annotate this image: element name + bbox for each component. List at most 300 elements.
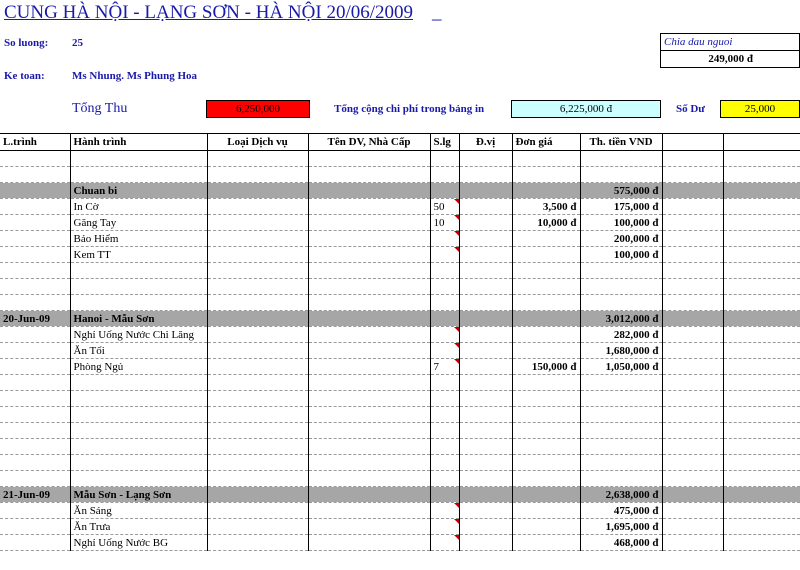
cell[interactable] <box>723 167 800 183</box>
price-cell[interactable] <box>512 519 580 535</box>
ke-toan-label: Ke toan: <box>4 70 45 82</box>
column-header[interactable]: Th. tiền VND <box>580 134 662 151</box>
cell[interactable] <box>512 151 580 167</box>
cell[interactable] <box>723 151 800 167</box>
qty-cell[interactable] <box>430 343 459 359</box>
qty-cell[interactable] <box>430 327 459 343</box>
cell[interactable] <box>459 295 512 311</box>
qty-cell[interactable]: 10 <box>430 215 459 231</box>
cell[interactable] <box>580 423 662 439</box>
cell[interactable] <box>430 263 459 279</box>
empty-row <box>0 423 800 439</box>
price-cell[interactable]: 150,000 đ <box>512 359 580 375</box>
section-date-cell[interactable]: 21-Jun-09 <box>0 487 70 503</box>
cell[interactable] <box>0 199 70 215</box>
cell[interactable] <box>459 279 512 295</box>
cell[interactable] <box>723 407 800 423</box>
price-cell[interactable] <box>512 327 580 343</box>
cell[interactable] <box>662 327 723 343</box>
cell[interactable] <box>662 471 723 487</box>
amount-cell[interactable]: 200,000 đ <box>580 231 662 247</box>
cell[interactable] <box>207 231 308 247</box>
expense-table <box>0 133 800 551</box>
cell[interactable] <box>512 263 580 279</box>
cell[interactable] <box>207 535 308 551</box>
cell[interactable] <box>723 343 800 359</box>
cell[interactable] <box>0 167 70 183</box>
cell[interactable] <box>0 359 70 375</box>
cell[interactable] <box>662 151 723 167</box>
cell[interactable] <box>70 391 207 407</box>
cell[interactable] <box>723 375 800 391</box>
cell[interactable] <box>723 359 800 375</box>
cell[interactable] <box>723 263 800 279</box>
table-row <box>0 519 800 535</box>
column-header[interactable]: L.trình <box>0 134 70 151</box>
cell[interactable] <box>459 407 512 423</box>
cell[interactable] <box>723 231 800 247</box>
cell[interactable] <box>512 279 580 295</box>
cell[interactable] <box>308 343 430 359</box>
cell[interactable] <box>70 295 207 311</box>
section-row <box>0 311 800 327</box>
cell[interactable] <box>207 455 308 471</box>
cell[interactable] <box>459 439 512 455</box>
cell[interactable] <box>723 295 800 311</box>
cell[interactable] <box>207 375 308 391</box>
cell[interactable] <box>723 183 800 199</box>
cell[interactable] <box>580 471 662 487</box>
cell[interactable] <box>723 279 800 295</box>
cell[interactable] <box>430 423 459 439</box>
cell[interactable] <box>70 423 207 439</box>
cell[interactable] <box>70 439 207 455</box>
chia-dau-nguoi-label: Chia dau nguoi <box>664 36 733 48</box>
cell[interactable] <box>512 375 580 391</box>
tong-cong-label: Tổng cộng chi phí trong bảng in <box>334 103 485 115</box>
cell[interactable] <box>459 423 512 439</box>
cell[interactable] <box>0 503 70 519</box>
cell[interactable] <box>207 343 308 359</box>
cell[interactable] <box>580 167 662 183</box>
qty-cell[interactable] <box>430 535 459 551</box>
cell[interactable] <box>207 215 308 231</box>
cell[interactable] <box>430 407 459 423</box>
cell[interactable] <box>662 455 723 471</box>
cell[interactable] <box>207 247 308 263</box>
cell[interactable] <box>0 327 70 343</box>
cell[interactable] <box>0 439 70 455</box>
section-total-cell[interactable]: 575,000 đ <box>580 183 662 199</box>
section-name-cell[interactable]: Hanoi - Mẫu Sơn <box>70 311 207 327</box>
cell[interactable] <box>308 359 430 375</box>
section-total-cell[interactable]: 2,638,000 đ <box>580 487 662 503</box>
cell[interactable] <box>512 167 580 183</box>
cell[interactable] <box>430 439 459 455</box>
cell[interactable] <box>662 375 723 391</box>
cell[interactable] <box>0 215 70 231</box>
cell[interactable] <box>580 295 662 311</box>
cell[interactable] <box>207 503 308 519</box>
cell[interactable] <box>207 487 308 503</box>
cell[interactable] <box>308 183 430 199</box>
cell[interactable] <box>430 183 459 199</box>
tong-cong-value[interactable]: 6,225,000 đ <box>511 100 661 118</box>
section-date-cell[interactable] <box>0 183 70 199</box>
cell[interactable] <box>308 503 430 519</box>
cell[interactable] <box>580 279 662 295</box>
amount-cell[interactable]: 282,000 đ <box>580 327 662 343</box>
cell[interactable] <box>70 471 207 487</box>
cell[interactable] <box>308 471 430 487</box>
cell[interactable] <box>459 359 512 375</box>
title-underscore: _ <box>432 2 442 23</box>
cell[interactable] <box>308 391 430 407</box>
cell[interactable] <box>0 391 70 407</box>
cell[interactable] <box>308 487 430 503</box>
cell[interactable] <box>459 503 512 519</box>
cell[interactable] <box>308 535 430 551</box>
table-row <box>0 247 800 263</box>
cell[interactable] <box>662 439 723 455</box>
cell[interactable] <box>308 167 430 183</box>
cell[interactable] <box>459 263 512 279</box>
cell[interactable] <box>662 215 723 231</box>
cell[interactable] <box>308 407 430 423</box>
cell[interactable] <box>0 455 70 471</box>
cell[interactable] <box>308 151 430 167</box>
cell[interactable] <box>723 487 800 503</box>
cell[interactable] <box>0 231 70 247</box>
cell[interactable] <box>0 279 70 295</box>
table-row <box>0 343 800 359</box>
cell[interactable] <box>459 247 512 263</box>
cell[interactable] <box>0 343 70 359</box>
cell[interactable] <box>308 375 430 391</box>
cell[interactable] <box>308 199 430 215</box>
price-cell[interactable] <box>512 535 580 551</box>
empty-row <box>0 375 800 391</box>
cell[interactable] <box>512 295 580 311</box>
empty-row <box>0 279 800 295</box>
cell[interactable] <box>459 519 512 535</box>
cell[interactable] <box>430 151 459 167</box>
cell[interactable] <box>308 311 430 327</box>
cell[interactable] <box>723 535 800 551</box>
cell[interactable] <box>430 471 459 487</box>
cell[interactable] <box>0 407 70 423</box>
item-name-cell[interactable]: Ăn Sáng <box>70 503 207 519</box>
column-header[interactable]: S.lg <box>430 134 459 151</box>
chia-dau-nguoi-value: 249,000 đ <box>708 53 753 65</box>
cell[interactable] <box>723 327 800 343</box>
cell[interactable] <box>430 375 459 391</box>
cell[interactable] <box>207 407 308 423</box>
column-header[interactable]: Đ.vị <box>459 134 512 151</box>
cell[interactable] <box>662 295 723 311</box>
cell[interactable] <box>308 295 430 311</box>
cell[interactable] <box>308 215 430 231</box>
amount-cell[interactable]: 100,000 đ <box>580 247 662 263</box>
cell[interactable] <box>512 487 580 503</box>
qty-cell[interactable]: 7 <box>430 359 459 375</box>
cell[interactable] <box>459 471 512 487</box>
amount-cell[interactable]: 468,000 đ <box>580 535 662 551</box>
cell[interactable] <box>512 183 580 199</box>
cell[interactable] <box>430 455 459 471</box>
cell[interactable] <box>723 455 800 471</box>
cell[interactable] <box>662 487 723 503</box>
so-du-value[interactable]: 25,000 <box>720 100 800 118</box>
cell[interactable] <box>459 151 512 167</box>
cell[interactable] <box>662 167 723 183</box>
cell[interactable] <box>723 423 800 439</box>
cell[interactable] <box>662 183 723 199</box>
cell[interactable] <box>308 247 430 263</box>
cell[interactable] <box>207 167 308 183</box>
cell[interactable] <box>580 375 662 391</box>
cell[interactable] <box>207 295 308 311</box>
cell[interactable] <box>662 343 723 359</box>
cell[interactable] <box>662 535 723 551</box>
empty-row <box>0 151 800 167</box>
cell[interactable] <box>70 151 207 167</box>
cell[interactable] <box>0 151 70 167</box>
amount-cell[interactable]: 1,695,000 đ <box>580 519 662 535</box>
cell[interactable] <box>308 231 430 247</box>
cell[interactable] <box>459 375 512 391</box>
empty-row <box>0 167 800 183</box>
cell[interactable] <box>459 167 512 183</box>
section-row <box>0 487 800 503</box>
cell[interactable] <box>430 391 459 407</box>
item-name-cell[interactable]: Ăn Trưa <box>70 519 207 535</box>
cell[interactable] <box>459 199 512 215</box>
table-row <box>0 503 800 519</box>
column-header[interactable]: Đơn giá <box>512 134 580 151</box>
cell[interactable] <box>512 391 580 407</box>
amount-cell[interactable]: 100,000 đ <box>580 215 662 231</box>
cell[interactable] <box>70 407 207 423</box>
cell[interactable] <box>662 279 723 295</box>
header-row <box>0 134 800 151</box>
cell[interactable] <box>459 535 512 551</box>
cell[interactable] <box>662 423 723 439</box>
cell[interactable] <box>308 327 430 343</box>
tong-thu-value[interactable]: 6,250,000 <box>206 100 310 118</box>
qty-cell[interactable] <box>430 231 459 247</box>
column-header[interactable]: Loại Dịch vụ <box>207 134 308 151</box>
cell[interactable] <box>207 151 308 167</box>
cell[interactable] <box>430 167 459 183</box>
cell[interactable] <box>70 167 207 183</box>
cell[interactable] <box>430 311 459 327</box>
cell[interactable] <box>662 199 723 215</box>
cell[interactable] <box>207 199 308 215</box>
cell[interactable] <box>580 407 662 423</box>
cell[interactable] <box>662 359 723 375</box>
cell[interactable] <box>580 455 662 471</box>
item-name-cell[interactable]: Nghỉ Uống Nước Chi Lăng <box>70 327 207 343</box>
cell[interactable] <box>512 439 580 455</box>
empty-row <box>0 391 800 407</box>
empty-row <box>0 439 800 455</box>
item-name-cell[interactable]: Ăn Tối <box>70 343 207 359</box>
cell[interactable] <box>207 311 308 327</box>
item-name-cell[interactable]: Nghỉ Uống Nước BG <box>70 535 207 551</box>
table-row <box>0 231 800 247</box>
amount-cell[interactable]: 1,680,000 đ <box>580 343 662 359</box>
item-name-cell[interactable]: In Cờ <box>70 199 207 215</box>
cell[interactable] <box>662 231 723 247</box>
cell[interactable] <box>207 263 308 279</box>
column-header[interactable]: Hành trình <box>70 134 207 151</box>
cell[interactable] <box>662 519 723 535</box>
empty-row <box>0 407 800 423</box>
cell[interactable] <box>70 279 207 295</box>
cell[interactable] <box>430 279 459 295</box>
table-row <box>0 535 800 551</box>
cell[interactable] <box>662 311 723 327</box>
cell[interactable] <box>723 247 800 263</box>
column-header[interactable] <box>723 134 800 151</box>
table-row <box>0 199 800 215</box>
cell[interactable] <box>512 455 580 471</box>
cell[interactable] <box>723 391 800 407</box>
column-header[interactable] <box>662 134 723 151</box>
qty-cell[interactable] <box>430 247 459 263</box>
section-name-cell[interactable]: Mẫu Sơn - Lạng Sơn <box>70 487 207 503</box>
cell[interactable] <box>70 375 207 391</box>
amount-cell[interactable]: 475,000 đ <box>580 503 662 519</box>
cell[interactable] <box>430 295 459 311</box>
cell[interactable] <box>459 487 512 503</box>
cell[interactable] <box>308 279 430 295</box>
cell[interactable] <box>459 183 512 199</box>
chia-dau-nguoi-value-cell[interactable] <box>660 50 800 68</box>
cell[interactable] <box>723 311 800 327</box>
item-name-cell[interactable]: Kem TT <box>70 247 207 263</box>
cell[interactable] <box>207 183 308 199</box>
cell[interactable] <box>0 295 70 311</box>
qty-cell[interactable] <box>430 503 459 519</box>
cell[interactable] <box>0 471 70 487</box>
cell[interactable] <box>430 487 459 503</box>
price-cell[interactable] <box>512 343 580 359</box>
cell[interactable] <box>580 439 662 455</box>
section-date-cell[interactable]: 20-Jun-09 <box>0 311 70 327</box>
cell[interactable] <box>459 215 512 231</box>
empty-row <box>0 455 800 471</box>
cell[interactable] <box>70 263 207 279</box>
cell[interactable] <box>0 535 70 551</box>
cell[interactable] <box>512 423 580 439</box>
cell[interactable] <box>512 407 580 423</box>
section-name-cell[interactable]: Chuan bi <box>70 183 207 199</box>
cell[interactable] <box>723 199 800 215</box>
cell[interactable] <box>662 503 723 519</box>
section-total-cell[interactable]: 3,012,000 đ <box>580 311 662 327</box>
cell[interactable] <box>207 391 308 407</box>
cell[interactable] <box>723 503 800 519</box>
cell[interactable] <box>723 439 800 455</box>
price-cell[interactable]: 10,000 đ <box>512 215 580 231</box>
cell[interactable] <box>459 231 512 247</box>
chia-dau-nguoi-cell[interactable] <box>660 33 800 51</box>
cell[interactable] <box>207 279 308 295</box>
cell[interactable] <box>459 343 512 359</box>
table-row <box>0 327 800 343</box>
cell[interactable] <box>580 391 662 407</box>
amount-cell[interactable]: 175,000 đ <box>580 199 662 215</box>
cell[interactable] <box>459 311 512 327</box>
cell[interactable] <box>723 215 800 231</box>
cell[interactable] <box>308 263 430 279</box>
cell[interactable] <box>512 471 580 487</box>
price-cell[interactable] <box>512 503 580 519</box>
item-name-cell[interactable]: Bảo Hiểm <box>70 231 207 247</box>
qty-cell[interactable]: 50 <box>430 199 459 215</box>
so-du-label: Số Dư <box>676 103 705 115</box>
cell[interactable] <box>723 519 800 535</box>
cell[interactable] <box>207 519 308 535</box>
tong-thu-label: Tổng Thu <box>72 101 128 116</box>
cell[interactable] <box>662 247 723 263</box>
cell[interactable] <box>0 375 70 391</box>
cell[interactable] <box>308 423 430 439</box>
cell[interactable] <box>0 247 70 263</box>
qty-cell[interactable] <box>430 519 459 535</box>
empty-row <box>0 295 800 311</box>
cell[interactable] <box>308 439 430 455</box>
cell[interactable] <box>207 423 308 439</box>
item-name-cell[interactable]: Phòng Ngủ <box>70 359 207 375</box>
cell[interactable] <box>207 359 308 375</box>
cell[interactable] <box>459 391 512 407</box>
cell[interactable] <box>459 455 512 471</box>
amount-cell[interactable]: 1,050,000 đ <box>580 359 662 375</box>
cell[interactable] <box>70 455 207 471</box>
cell[interactable] <box>580 263 662 279</box>
section-row <box>0 183 800 199</box>
cell[interactable] <box>308 519 430 535</box>
cell[interactable] <box>0 423 70 439</box>
cell[interactable] <box>308 455 430 471</box>
page-title: CUNG HÀ NỘI - LẠNG SƠN - HÀ NỘI 20/06/2009 <box>4 2 414 23</box>
cell[interactable] <box>207 439 308 455</box>
price-cell[interactable] <box>512 247 580 263</box>
cell[interactable] <box>0 263 70 279</box>
column-header[interactable]: Tên DV, Nhà Cấp <box>308 134 430 151</box>
item-name-cell[interactable]: Găng Tay <box>70 215 207 231</box>
cell[interactable] <box>662 263 723 279</box>
cell[interactable] <box>207 471 308 487</box>
cell[interactable] <box>0 519 70 535</box>
cell[interactable] <box>662 407 723 423</box>
price-cell[interactable]: 3,500 đ <box>512 199 580 215</box>
cell[interactable] <box>459 327 512 343</box>
so-luong-value: 25 <box>72 37 83 49</box>
cell[interactable] <box>207 327 308 343</box>
cell[interactable] <box>662 391 723 407</box>
ke-toan-value: Ms Nhung. Ms Phung Hoa <box>72 70 198 82</box>
cell[interactable] <box>580 151 662 167</box>
price-cell[interactable] <box>512 231 580 247</box>
table-row <box>0 359 800 375</box>
cell[interactable] <box>512 311 580 327</box>
cell[interactable] <box>723 471 800 487</box>
empty-row <box>0 471 800 487</box>
